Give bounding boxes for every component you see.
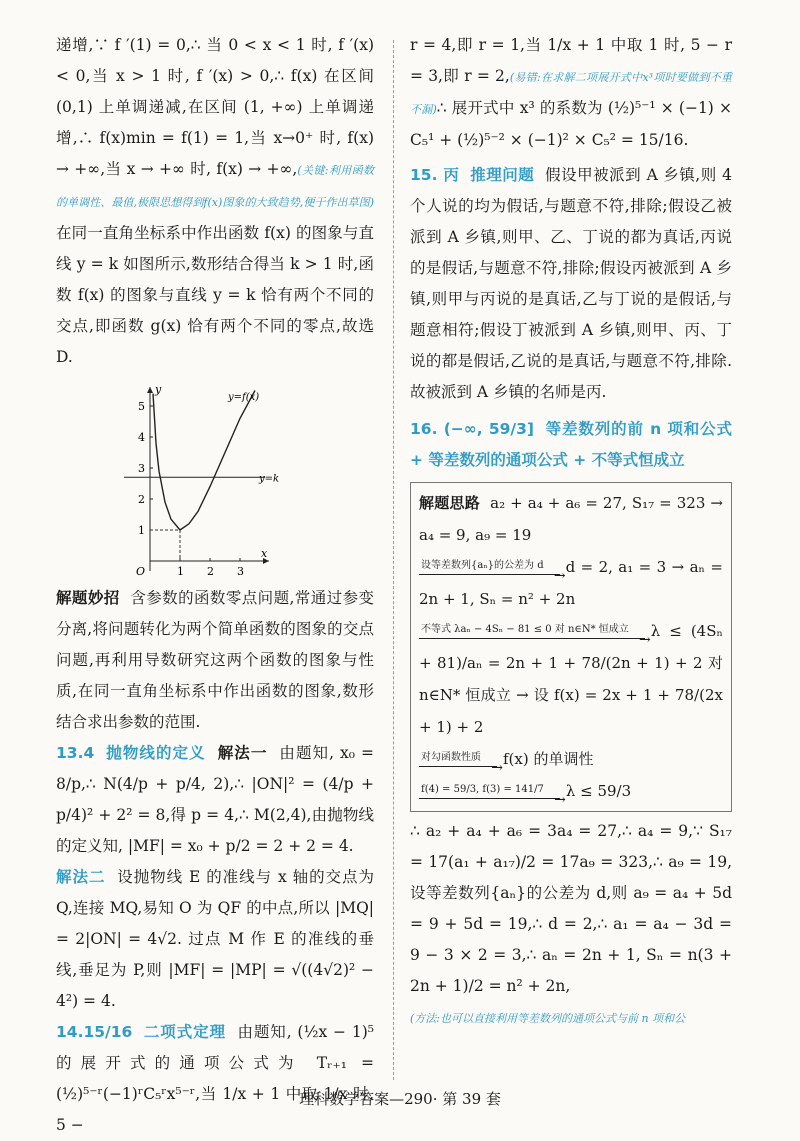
y-axis-arrow [147,387,153,393]
x-tick-label: 2 [207,565,214,578]
y-tick-label: 2 [138,493,145,506]
tip-text: 含参数的函数零点问题,常通过参变分离,将问题转化为两个简单函数的图象的交点问题,再利用导数研究这两个函数的图象与性质,在同一直角坐标系中作出函数的图象,数形结合求出参数的范围. [56,589,374,731]
y-tick-label: 3 [138,462,145,475]
curve-fx [153,391,255,531]
y-tick-label: 4 [138,431,145,444]
x-tick-label: 1 [177,565,184,578]
column-divider [393,40,394,1080]
box-line-2: d = 2, a₁ = 3 → aₙ = 2n + 1, Sₙ = n² + 2n [419,558,723,608]
question-15: 15. 丙 推理问题 假设甲被派到 A 乡镇,则 4 个人说的均为假话,与题意不符,排除;假设乙被派到 A 乡镇,则甲、乙、丁说的都为真话,丙说的是假话,与题意不符,排除;假设丙被派到 A 乡镇,则甲与丙说的是真话,乙与丁说的是假话,与题意相符;假设丁被派到 A 乡镇,则甲、丙、丁说的都是假话,乙说的是真话,与题意不符,排除. 故被派到 A 乡镇的名师是丙. [410,166,732,401]
tip-title: 解题妙招 [56,589,120,607]
key-note: (关键:利用函数的单调性、最值,极限思想得到f(x)图象的大致趋势,便于作出草图) [56,164,374,209]
q14-topic: 二项式定理 [143,1023,226,1041]
y-tick-label: 5 [138,400,145,413]
box-line-4: f(x) 的单调性 [503,750,594,768]
solution-idea-box [410,482,732,812]
method-note: (方法:也可以直接利用等差数列的通项公式与前 n 项和公 [410,1012,686,1025]
page-footer: 理科数学答案—290· 第 39 套 [299,1090,501,1108]
box-title: 解题思路 [419,494,481,512]
x-tick-label: 3 [237,565,244,578]
origin-label: O [136,565,146,578]
box-line-5: λ ≤ 59/3 [565,782,632,800]
error-note: (易错:在求解二项展开式中x³项时要做到不重不漏) [410,71,732,116]
question-13: 13.4 抛物线的定义 解法一 由题知, x₀ = 8/p,∴ N(4/p + p/4, 2),∴ |ON|² = (4/p + p/4)² + 2² = 8,得 p = 4,∴ M(2,4),由抛物线的定义知, |MF| = x₀ + p/2 = 2 + 2 = 4. [56,744,374,855]
box-arrow-3: 对勾函数性质 → [419,751,497,767]
x-axis-label: x [261,547,268,560]
box-line-3: λ ≤ (4Sₙ + 81)/aₙ = 2n + 1 + 78/(2n + 1) + 2 对 n∈N* 恒成立 → 设 f(x) = 2x + 1 + 78/(2x + 1) + 2 [419,622,723,736]
q13-method2-label: 解法二 [56,868,106,886]
curve-fx-label: y=f(x) [228,391,260,403]
y-axis-label: y [155,383,162,396]
box-arrow-1: 设等差数列{aₙ}的公差为 d → [419,559,560,575]
question-14: 14.15/16 二项式定理 由题知, (½x − 1)⁵ 的展开式的通项公式为 Tᵣ₊₁ = (½)⁵⁻ʳ(−1)ʳC₅ʳx⁵⁻ʳ,当 1/x + 1 中取 1/x 时, 5 − [56,1023,374,1134]
q13-number: 13.4 [56,744,95,762]
tip-paragraph [56,583,374,738]
question-16 [410,414,732,476]
solution-12-text: 递增,∵ f ′(1) = 0,∴ 当 0 < x < 1 时, f ′(x) < 0,当 x > 1 时, f ′(x) > 0,∴ f(x) 在区间 (0,1) 上单调递减,在区间 (1, +∞) 上单调递增,∴ f(x)min = f(1) = 1,当 x→0⁺ 时, f(x) → +∞,当 x → +∞ 时, f(x) → +∞,(关键:利用函数的单调性、最值,极限思想得到f(x)图象的大致趋势,便于作出草图)在同一直角坐标系中作出函数 f(x) 的图象与直线 y = k 如图所示,数形结合得当 k > 1 时,函数 f(x) 的图象与直线 y = k 恰有两个不同的交点,即函数 g(x) 恰有两个不同的零点,故选 D. [56,36,374,366]
q16-solution: ∴ a₂ + a₄ + a₆ = 3a₄ = 27,∴ a₄ = 9,∵ S₁₇ = 17(a₁ + a₁₇)/2 = 17a₉ = 323,∴ a₉ = 19,设等差数列{aₙ}的公差为 d,则 a₉ = a₄ + 5d = 9 + 5d = 19,∴ d = 2,∴ a₁ = a₄ − 3d = 9 − 3 × 2 = 3,∴ aₙ = 2n + 1, Sₙ = n(3 + 2n + 1)/2 = n² + 2n, [410,822,732,995]
box-line-1: a₂ + a₄ + a₆ = 27, S₁₇ = 323 → a₄ = 9, a₉ = 19 [419,494,723,544]
q15-topic: 推理问题 [470,166,535,184]
box-arrow-2: 不等式 λaₙ − 4Sₙ − 81 ≤ 0 对 n∈N* 恒成立 → [419,623,645,639]
q15-number: 15. 丙 [410,166,460,184]
function-graph [122,381,292,579]
q14-continued: r = 4,即 r = 1,当 1/x + 1 中取 1 时, 5 − r = 3,即 r = 2,(易错:在求解二项展开式中x³项时要做到不重不漏)∴ 展开式中 x³ 的系数为 (½)⁵⁻¹ × (−1) × C₅¹ + (½)⁵⁻² × (−1)² × C₅² = 15/16. [410,36,732,149]
q13-method2: 解法二 设抛物线 E 的准线与 x 轴的交点为 Q,连接 MQ,易知 O 为 QF 的中点,所以 |MQ| = 2|ON| = 4√2. 过点 M 作 E 的准线的垂线,垂足为 P,则 |MF| = |MP| = √((4√2)² − 4²) = 4. [56,868,374,1010]
q14-number: 14.15/16 [56,1023,133,1041]
q13-method1-label: 解法一 [217,744,268,762]
q16-number: 16. (−∞, 59/3] [410,420,534,438]
q13-topic: 抛物线的定义 [106,744,206,762]
box-arrow-4: f(4) = 59/3, f(3) = 141/7 → [419,783,560,799]
right-column [410,30,732,1034]
y-tick-label: 1 [138,524,145,537]
line-y-k-label: y=k [259,473,280,485]
left-column [56,30,374,1141]
q16-topic: 等差数列的前 n 项和公式 + 等差数列的通项公式 + 不等式恒成立 [410,420,732,469]
